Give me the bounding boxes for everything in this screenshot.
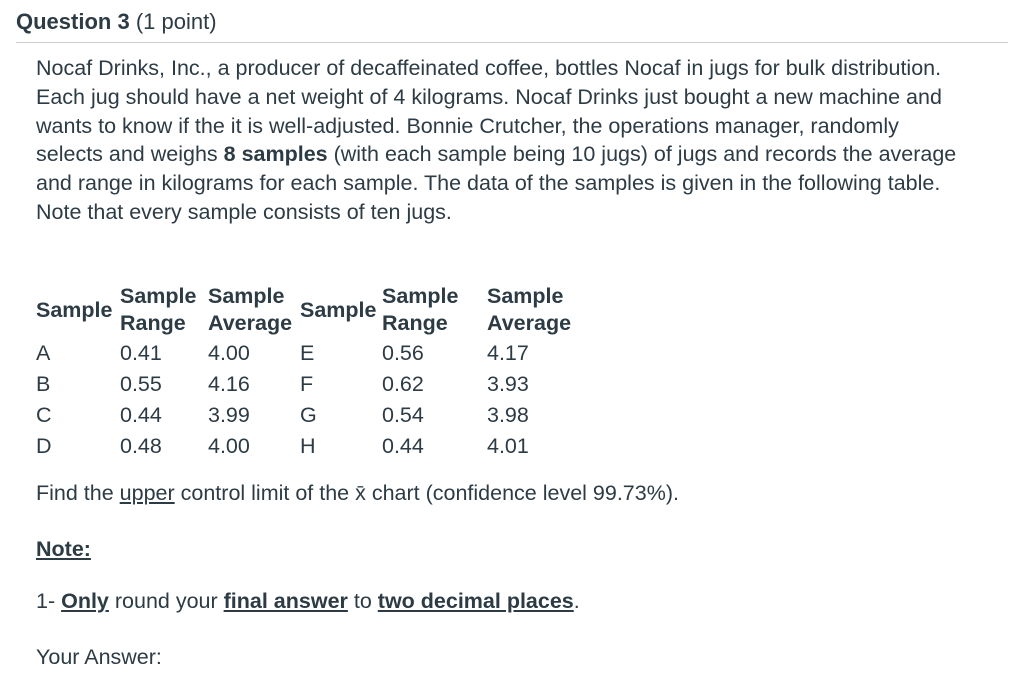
problem-text-part2: (with each sample being 10 jugs) of jugs and records the average and range in kilograms for each sample. The data of the samples is given in the following table. Note that every sample consists of ten jugs. [36, 142, 957, 224]
note-final-answer: final answer [223, 589, 348, 613]
cell-range: 0.41 [120, 341, 162, 365]
prompt-underlined-word: upper [119, 481, 175, 505]
problem-text-bold: 8 samples [223, 142, 328, 167]
header-range-2: Sample Range [382, 284, 459, 335]
table-row [36, 431, 597, 462]
cell-range: 0.44 [120, 403, 162, 427]
note-only: Only [61, 589, 109, 613]
question-title: Question 3 [16, 9, 130, 34]
problem-statement [36, 54, 966, 227]
question-points: (1 point) [135, 9, 217, 34]
cell-average: 3.98 [487, 403, 529, 427]
cell-sample: D [36, 434, 52, 458]
header-divider [16, 42, 1008, 43]
header-sample-1: Sample [36, 297, 113, 322]
question-prompt [36, 479, 679, 507]
note-two-decimal-places: two decimal places [377, 589, 574, 613]
note-heading: Note: [36, 537, 91, 561]
cell-range: 0.62 [382, 372, 424, 396]
cell-average: 4.00 [208, 341, 250, 365]
cell-range: 0.44 [382, 434, 424, 458]
cell-sample: G [300, 403, 317, 427]
question-header [16, 8, 217, 36]
cell-average: 3.99 [208, 403, 250, 427]
problem-text-part1: Nocaf Drinks, Inc., a producer of decaffeinated coffee, bottles Nocaf in jugs for bulk distribution. Each jug should have a net weight of 4 kilograms. Nocaf Drinks just bought a new machine and wants to know if the it is well-adjusted. Bonnie Crutcher, the operations manager, randomly selects and weighs [36, 56, 942, 167]
cell-range: 0.48 [120, 434, 162, 458]
cell-sample: C [36, 403, 52, 427]
note-text-1: round your [108, 589, 224, 613]
cell-range: 0.56 [382, 341, 424, 365]
prompt-text-before: Find the [36, 481, 120, 505]
table-header-row [36, 282, 597, 338]
cell-sample: B [36, 372, 51, 396]
table-row [36, 369, 597, 400]
prompt-text-after: control limit of the x̄ chart (confidence level 99.73%). [174, 481, 679, 505]
cell-range: 0.55 [120, 372, 162, 396]
cell-average: 4.16 [208, 372, 250, 396]
cell-sample: H [300, 434, 316, 458]
note-end: . [573, 589, 580, 613]
cell-sample: F [300, 372, 314, 396]
table-row [36, 338, 597, 369]
cell-sample: A [36, 341, 51, 365]
cell-average: 4.17 [487, 341, 529, 365]
cell-sample: E [300, 341, 315, 365]
table-row [36, 400, 597, 431]
header-average-1: Sample Average [208, 284, 293, 335]
cell-average: 4.01 [487, 434, 529, 458]
note-text-2: to [347, 589, 378, 613]
header-average-2: Sample Average [487, 284, 572, 335]
cell-range: 0.54 [382, 403, 424, 427]
answer-label: Your Answer: [36, 645, 162, 669]
cell-average: 3.93 [487, 372, 529, 396]
cell-average: 4.00 [208, 434, 250, 458]
note-prefix: 1- [36, 589, 62, 613]
note-instruction [36, 587, 580, 615]
header-range-1: Sample Range [120, 284, 197, 335]
header-sample-2: Sample [300, 297, 377, 322]
samples-table [36, 282, 597, 462]
